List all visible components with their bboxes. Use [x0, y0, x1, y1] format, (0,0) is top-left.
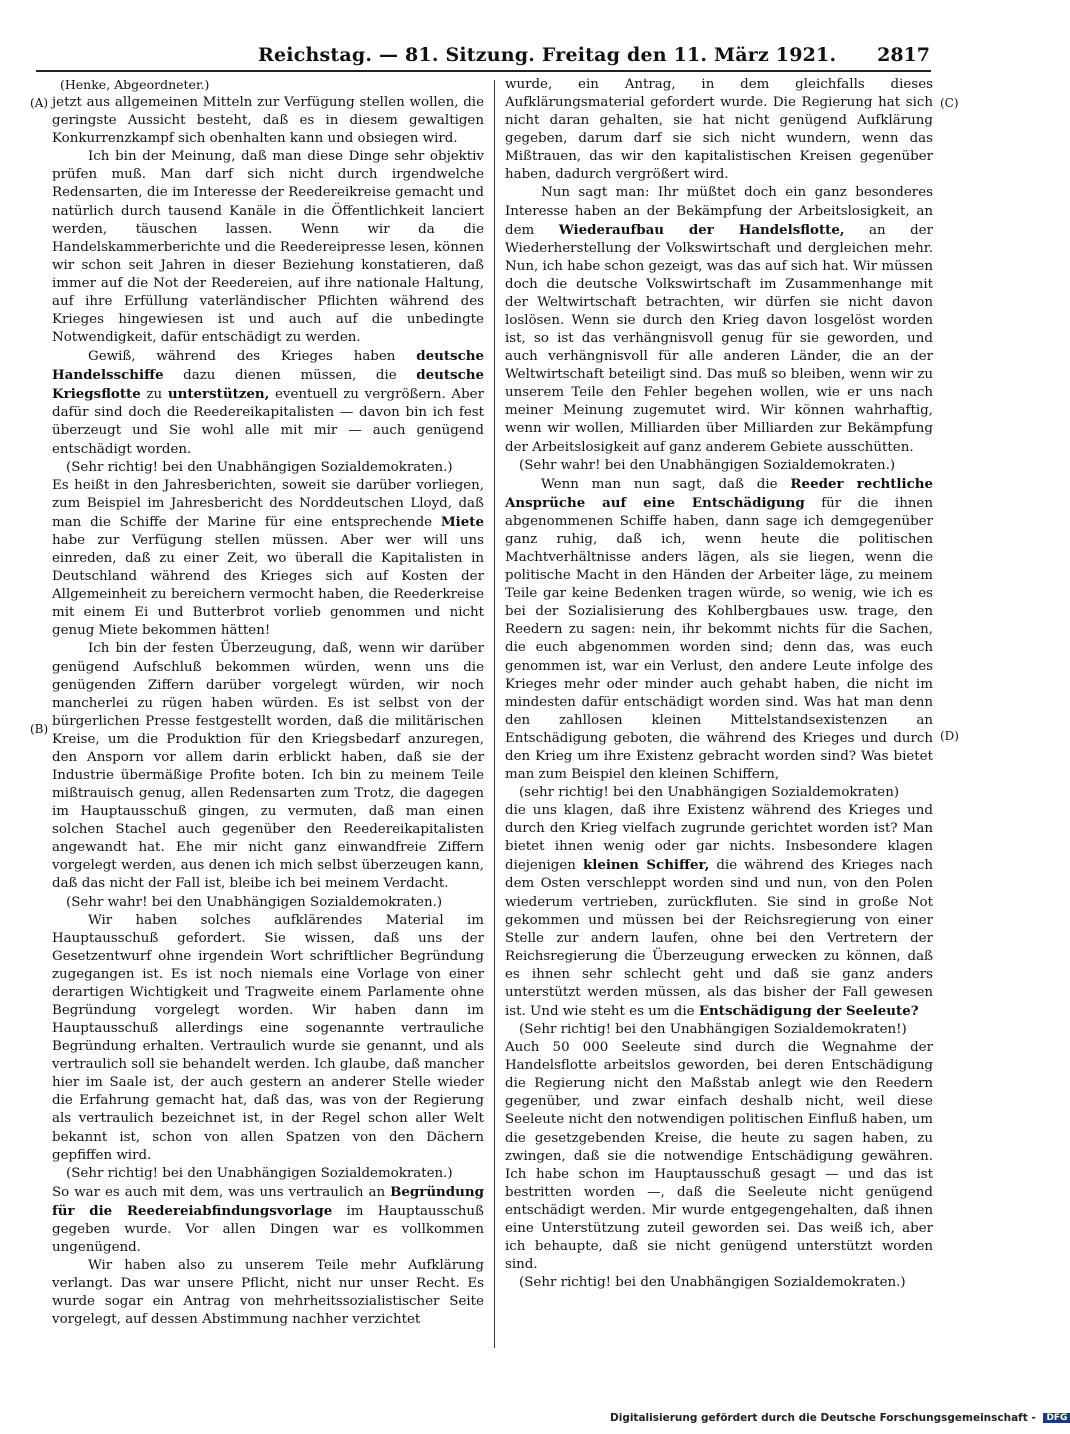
interjection: (sehr richtig! bei den Unabhängigen Sozialdemokraten) [519, 785, 900, 801]
emphasis: unterstützen, [167, 386, 270, 403]
emphasis: Reeder rechtliche Ansprüche auf eine Entschädigung [505, 475, 934, 511]
page-number: 2817 [877, 44, 930, 66]
speaker-note: (Henke, Abgeordneter.) [60, 77, 210, 92]
paragraph: Wir haben also zu unserem Teile mehr Aufklärung verlangt. Das war unsere Pflicht, nicht nur unser Recht. Es wurde sogar ein Antrag von mehrheitssozialistischer Seite vorgelegt, auf dessen Abstimmung nachher verzichtet [52, 1258, 484, 1328]
footer-text: Digitalisierung gefördert durch die Deutsche Forschungsgemeinschaft - [610, 1412, 1036, 1424]
interjection: (Sehr richtig! bei den Unabhängigen Sozialdemokraten!) [519, 1022, 907, 1038]
paragraph: Auch 50 000 Seeleute sind durch die Wegnahme der Handelsflotte arbeitslos geworden, bei deren Entschädigung die Regierung nicht den Maßstab anlegt wie den Reedern gegenüber, und zwar einfach deshalb nicht, weil diese Seeleute nicht den notwendigen politischen Einfluß haben, um die gesetzgebenden Kreise, die heute zu sagen haben, zu zwingen, daß sie die notwendige Entschädigung gewähren. Ich habe schon im Hauptausschuß gesagt — und das ist bestritten worden —, daß die Seeleute nicht genügend entschädigt werden. Mir wurde entgegengehalten, daß ihnen eine Unterstützung zuteil geworden sei. Das weiß ich, aber ich behaupte, daß sie nicht genügend unterstützt worden sind. [505, 1040, 933, 1273]
interjection: (Sehr richtig! bei den Unabhängigen Sozialdemokraten.) [519, 1275, 906, 1291]
paragraph: Ich bin der Meinung, daß man diese Dinge sehr objektiv prüfen muß. Man darf sich nicht durch irgendwelche Redensarten, die im Interesse der Reedereikreise gemacht und natürlich durch tausend Kanäle in die Öffentlichkeit lanciert werden, täuschen lassen. Wenn wir da die Handelskammerberichte und die Reedereipresse lesen, können wir schon seit Jahren in dieser Beziehung konstatieren, daß immer auf die Not der Reedereien, auf ihre nationale Haltung, auf ihre Erfüllung vaterländischer Pflichten während des Krieges hingewiesen ist und auch auf die unbedingte Notwendigkeit, dafür entschädigt zu werden. [52, 149, 484, 346]
paragraph: So war es auch mit dem, was uns vertraulich an Begründung für die Reedereiabfindungsvorlage im Hauptausschuß gegeben wurde. Vor allen Dingen war es vollkommen ungenügend. [52, 1183, 484, 1255]
emphasis: Wiederaufbau der Handelsflotte, [558, 221, 845, 238]
left-column [52, 76, 484, 1329]
emphasis: Miete [440, 513, 484, 530]
emphasis: deutsche Handelsschiffe [52, 348, 484, 384]
interjection: (Sehr richtig! bei den Unabhängigen Sozialdemokraten.) [66, 459, 453, 475]
paragraph: Gewiß, während des Krieges haben deutsche Handelsschiffe dazu dienen müssen, die deutsche Kriegsflotte zu unterstützen, eventuell zu vergrößern. Aber dafür sind doch die Reedereikapitalisten — davon bin ich fest überzeugt und Sie wohl alle mit mir — auch genügend entschädigt worden. [52, 348, 484, 457]
paragraph: Ich bin der festen Überzeugung, daß, wenn wir darüber genügend Aufschluß bekommen würden, wenn uns die genügenden Ziffern darüber vorgelegt würden, wir noch mancherlei zu rügen haben würden. Es ist selbst von der bürgerlichen Presse festgestellt worden, daß die militärischen Kreise, um die Produktion für den Kriegsbedarf anzuregen, den Ansporn vor allem darin erblickt haben, daß sie der Industrie übermäßige Profite boten. Ich bin zu meinem Teile mißtrauisch genug, allen Redensarten zum Trotz, die dagegen im Hauptausschuß gingen, zu vermuten, daß man einen solchen Stachel auch gegenüber den Reedereikapitalisten angewandt hat. Ehe mir nicht ganz einwandfreie Ziffern vorgelegt werden, aus denen ich mich selbst überzeugen kann, daß das nicht der Fall ist, bleibe ich bei meinem Verdacht. [52, 641, 484, 892]
emphasis: deutsche Kriegsflotte [52, 367, 484, 403]
margin-marker-d: (D) [940, 729, 959, 743]
emphasis: Entschädigung der Seeleute? [698, 1002, 919, 1019]
paragraph: Es heißt in den Jahresberichten, soweit sie darüber vorliegen, zum Beispiel im Jahresbericht des Norddeutschen Lloyd, daß man die Schiffe der Marine für eine entsprechende Miete habe zur Verfügung stellen müssen. Aber wer will uns einreden, daß zu einer Zeit, wo überall die Kapitalisten in Deutschland während des Krieges sich auf Kosten der Allgemeinheit zu bereichern vermocht haben, die Reederkreise mit einem Ei und Butterbrot vorlieb genommen und nicht genug Miete bekommen hätten! [52, 477, 484, 639]
margin-marker-a: (A) [30, 96, 49, 110]
interjection: (Sehr wahr! bei den Unabhängigen Sozialdemokraten.) [66, 894, 443, 910]
interjection: (Sehr richtig! bei den Unabhängigen Sozialdemokraten.) [66, 1165, 453, 1181]
paragraph: jetzt aus allgemeinen Mitteln zur Verfügung stellen wollen, die geringste Aussicht besteht, daß es in diesem gewaltigen Konkurrenzkampf sich obenhalten kann und obsiegen wird. [52, 95, 484, 147]
interjection: (Sehr wahr! bei den Unabhängigen Sozialdemokraten.) [519, 457, 896, 473]
digitization-footer [610, 1412, 1068, 1428]
paragraph: Wenn man nun sagt, daß die Reeder rechtliche Ansprüche auf eine Entschädigung für die ihnen abgenommenen Schiffe haben, dann sage ich demgegenüber ganz ruhig, daß ich, wenn heute die politischen Machtverhältnisse anders lägen, als sie liegen, wenn die politische Macht in den Händen der Arbeiter läge, zu meinem Teile gar keine Bedenken tragen würde, so wenig, wie ich es bei der Sozialisierung des Kohlbergbaues usw. trage, den Reedern zu sagen: nein, ihr bekommt nichts für die Sachen, die euch abgenommen worden sind; denn das, was euch genommen ist, war ein Verlust, den andere Leute infolge des Krieges mehr oder minder auch gehabt haben, die nicht im mindesten dafür entschädigt worden sind. Was hat man denn den zahllosen kleinen Mittelstandsexistenzen an Entschädigung geboten, die während des Krieges und durch den Krieg um ihre Existenz gebracht worden sind? Was bietet man zum Beispiel den kleinen Schiffern, [505, 475, 934, 782]
dfg-logo: DFG [1043, 1413, 1070, 1423]
paragraph: Wir haben solches aufklärendes Material im Hauptausschuß gefordert. Sie wissen, daß uns der Gesetzentwurf ohne irgendein Wort schriftlicher Begründung zugegangen ist. Es ist noch niemals eine Vorlage von einer derartigen Wichtigkeit und Tragweite einem Parlamente ohne Begründung vorgelegt worden. Wir haben dann im Hauptausschuß allerdings eine sogenannte vertrauliche Begründung erhalten. Vertraulich wurde sie genannt, und als vertraulich soll sie behandelt werden. Ich glaube, daß mancher hier im Saale ist, der auch gestern an anderer Stelle wieder die Erfahrung gemacht hat, daß das, was von der Regierung als vertraulich bezeichnet ist, in der Regel schon aller Welt bekannt ist, schon von allen Spatzen von den Dächern gepfiffen wird. [52, 912, 484, 1163]
page-title: Reichstag. — 81. Sitzung. Freitag den 11. März 1921. [258, 44, 837, 66]
paragraph: die uns klagen, daß ihre Existenz während des Krieges und durch den Krieg vielfach zugrunde gerichtet worden ist? Man bietet ihnen wenig oder gar nichts. Insbesondere klagen diejenigen kleinen Schiffer, die während des Krieges nach dem Osten verschleppt worden sind und nun, von den Polen wiederum vertrieben, zurückfluten. Sie sind in große Not gekommen und müssen bei der Reichsregierung von einer Stelle zur andern laufen, ohne bei den Vertretern der Reichsregierung die Überzeugung erwecken zu können, daß es ihnen sehr schlecht geht und daß sie ganz anders unterstützt werden müssen, als das bisher der Fall gewesen ist. Und wie steht es um die Entschädigung der Seeleute? [505, 803, 934, 1019]
right-column [505, 76, 933, 1292]
column-divider [494, 80, 495, 1348]
margin-marker-b: (B) [30, 722, 49, 736]
paragraph: Nun sagt man: Ihr müßtet doch ein ganz besonderes Interesse haben an der Bekämpfung der Arbeitslosigkeit, an dem Wiederaufbau der Handelsflotte, an der Wiederherstellung der Volkswirtschaft und dergleichen mehr. Nun, ich habe schon gezeigt, was das auf sich hat. Wir müssen doch die deutsche Volkswirtschaft im Zusammenhange mit der Weltwirtschaft betrachten, wir dürfen sie nicht davon loslösen. Wenn sie durch den Krieg davon losgelöst worden ist, so ist das verhängnisvoll genug für sie geworden, und auch verhängnisvoll für alle anderen Länder, die an der Weltwirtschaft beteiligt sind. Das muß so bleiben, wenn wir zu unserem Teile den Fehler begehen wollen, wie er uns nach meiner Meinung zugemutet wird. Wir können wahrhaftig, wenn wir wollen, Milliarden über Milliarden zur Bekämpfung der Arbeitslosigkeit auf ganz anderem Gebiete ausschütten. [505, 185, 933, 455]
margin-marker-c: (C) [940, 96, 959, 110]
header-rule [36, 70, 931, 72]
paragraph: wurde, ein Antrag, in dem gleichfalls dieses Aufklärungsmaterial gefordert wurde. Die Regierung hat sich nicht daran gehalten, sie hat nicht genügend Aufklärung gegeben, darum darf sie sich nicht wundern, wenn das Mißtrauen, das wir den kapitalistischen Kreisen gegenüber haben, dadurch vergrößert wird. [505, 77, 933, 183]
emphasis: kleinen Schiffer, [582, 857, 710, 874]
emphasis: Begründung für die Reedereiabfindungsvorlage [52, 1183, 484, 1219]
